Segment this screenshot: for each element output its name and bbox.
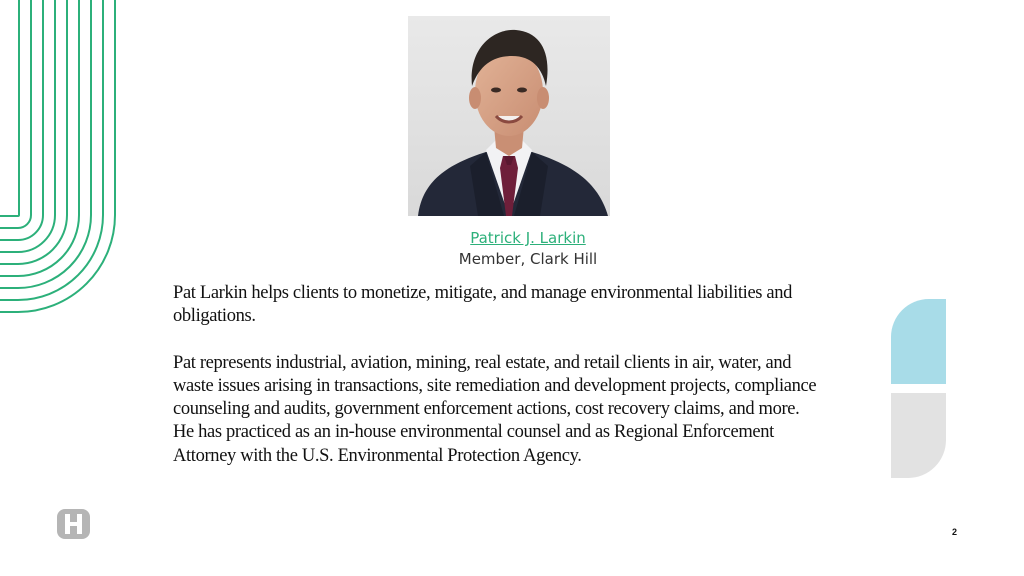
profile-name-link[interactable]: Patrick J. Larkin	[470, 229, 586, 247]
bio-paragraph-2: Pat represents industrial, aviation, mining, real estate, and retail clients in air, water, and waste issues arising in transactions, site remediation and development projects, compliance counseling and audits, government enforcement actions, cost recovery claims, and more. He has practiced as an in-house environmental counsel and as Regional Enforcement Attorney with the U.S. Environmental Protection Agency.	[173, 352, 817, 466]
decorative-arcs	[0, 0, 120, 320]
bio-text	[173, 282, 823, 468]
portrait-illustration	[408, 16, 610, 216]
clark-hill-logo	[57, 509, 90, 539]
profile-title: Member, Clark Hill	[458, 250, 598, 268]
decorative-shape-gray	[891, 393, 946, 478]
decorative-shape-blue	[891, 299, 946, 384]
profile-name	[16, 229, 1024, 248]
bio-paragraph-1: Pat Larkin helps clients to monetize, mitigate, and manage environmental liabilities and obligations.	[173, 283, 793, 327]
page-number: 2	[952, 527, 958, 537]
profile-photo	[408, 16, 610, 216]
